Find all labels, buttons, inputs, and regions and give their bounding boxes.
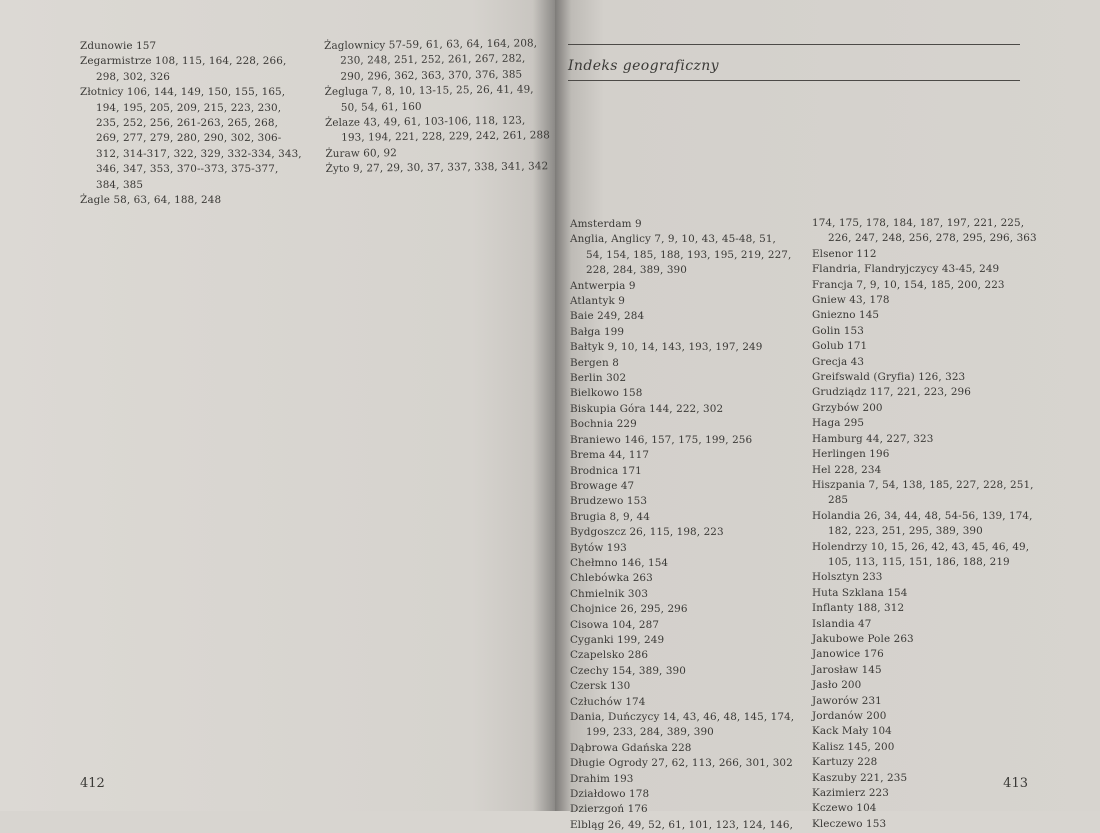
index-entry: Kartuzy 228 [812, 756, 878, 769]
index-entry: Golub 171 [812, 340, 868, 353]
index-entry: Czersk 130 [570, 680, 631, 693]
index-entry: Holendrzy 10, 15, 26, 42, 43, 45, 46, 49, 105, 113, 115, 151, 186, 188, 219 [812, 540, 1030, 568]
index-entry: Holsztyn 233 [812, 571, 883, 584]
index-entry: Bergen 8 [570, 356, 619, 369]
index-entry: Kazimierz 223 [812, 787, 889, 800]
index-entry: Złotnicy 106, 144, 149, 150, 155, 165, 194, 195, 205, 209, 215, 223, 230, 235, 252, 256, 261-263, 265, 268, 269, 277, 279, 280, 290, 302, 306-312, 314-317, 322, 329, 332-334, 343, 346, 347, 353, 370--373, 375-377, 384, 385 [80, 86, 302, 191]
index-entry: Kleczewo 153 [812, 817, 887, 830]
section-title: Indeks geograficzny [568, 58, 719, 74]
index-entry: Zdunowie 157 [80, 40, 157, 52]
index-entry: Berlin 302 [570, 372, 627, 385]
index-entry: Żyto 9, 27, 29, 30, 37, 337, 338, 341, 342 [325, 160, 549, 176]
left-page [0, 0, 555, 811]
title-rule-top [568, 44, 1020, 45]
index-entry: Żegluga 7, 8, 10, 13-15, 25, 26, 41, 49, 50, 54, 61, 160 [324, 83, 534, 114]
index-entry: Herlingen 196 [812, 448, 890, 461]
index-entry: Grzybów 200 [812, 401, 883, 414]
index-entry: Bałtyk 9, 10, 14, 143, 193, 197, 249 [570, 341, 763, 354]
index-entry: Francja 7, 9, 10, 154, 185, 200, 223 [812, 278, 1005, 291]
index-entry: Atlantyk 9 [570, 295, 625, 308]
index-entry: Żaglownicy 57-59, 61, 63, 64, 164, 208, 230, 248, 251, 252, 261, 267, 282, 290, 296, 362, 363, 370, 376, 385 [324, 37, 538, 83]
index-entry: Drahim 193 [570, 772, 634, 785]
index-entry: Biskupia Góra 144, 222, 302 [570, 402, 724, 415]
index-entry: Anglia, Anglicy 7, 9, 10, 43, 45-48, 51, 54, 154, 185, 188, 193, 195, 219, 227, 228, 284, 389, 390 [570, 233, 792, 277]
index-entry: Brudzewo 153 [570, 495, 648, 508]
index-entry: Holandia 26, 34, 44, 48, 54-56, 139, 174, 182, 223, 251, 295, 389, 390 [812, 509, 1033, 538]
index-column-right-1 [570, 217, 795, 833]
index-entry: Grecja 43 [812, 355, 865, 368]
index-entry: Jaworów 231 [812, 694, 882, 707]
index-entry: Baie 249, 284 [570, 310, 645, 323]
index-entry: Kaszuby 221, 235 [812, 771, 908, 784]
index-entry: Brugia 8, 9, 44 [570, 510, 650, 523]
index-entry: Inflanty 188, 312 [812, 602, 905, 615]
title-rule-bottom [568, 80, 1020, 81]
page-number-right: 413 [1003, 776, 1028, 791]
index-entry: Dąbrowa Gdańska 228 [570, 741, 692, 754]
index-entry: Braniewo 146, 157, 175, 199, 256 [570, 433, 753, 446]
index-entry: Janowice 176 [812, 648, 884, 661]
index-entry: Antwerpia 9 [570, 279, 636, 292]
index-entry: Hiszpania 7, 54, 138, 185, 227, 228, 251, 285 [812, 478, 1034, 507]
index-entry: Człuchów 174 [570, 695, 646, 708]
index-entry: Jordanów 200 [812, 710, 887, 722]
index-entry: Chmielnik 303 [570, 587, 649, 600]
index-entry: Hel 228, 234 [812, 463, 882, 476]
index-entry: Działdowo 178 [570, 788, 650, 801]
index-entry: Browage 47 [570, 479, 635, 492]
index-entry: Huta Szklana 154 [812, 586, 908, 599]
index-entry: Islandia 47 [812, 617, 872, 630]
index-entry: Grudziądz 117, 221, 223, 296 [812, 386, 971, 399]
index-column-right-2 [812, 216, 1037, 832]
index-entry: Jakubowe Pole 263 [812, 632, 914, 645]
index-column-left-1 [80, 39, 302, 208]
index-entry: Golin 153 [812, 324, 864, 337]
index-entry: Elbląg 26, 49, 52, 61, 101, 123, 124, 146, [570, 818, 793, 831]
index-entry: Cisowa 104, 287 [570, 618, 660, 631]
index-entry: Czapelsko 286 [570, 649, 649, 662]
index-entry: Długie Ogrody 27, 62, 113, 266, 301, 302 [570, 757, 793, 770]
index-entry: Kczewo 104 [812, 802, 877, 815]
index-entry: Chojnice 26, 295, 296 [570, 603, 688, 616]
index-entry: Jasło 200 [812, 679, 862, 692]
index-entry: Chlebówka 263 [570, 572, 653, 585]
right-page [555, 0, 1100, 831]
index-entry: Cyganki 199, 249 [570, 633, 665, 646]
index-entry: Bydgoszcz 26, 115, 198, 223 [570, 526, 724, 539]
index-entry: Żagle 58, 63, 64, 188, 248 [80, 194, 222, 207]
index-entry: Dania, Duńczycy 14, 43, 46, 48, 145, 174, 199, 233, 284, 389, 390 [570, 711, 795, 739]
index-entry: Gniew 43, 178 [812, 294, 890, 307]
index-entry: Flandria, Flandryjczycy 43-45, 249 [812, 263, 1000, 276]
page-number-left: 412 [80, 776, 105, 791]
index-entry: Brodnica 171 [570, 464, 642, 477]
index-entry: Amsterdam 9 [570, 218, 642, 230]
index-entry: Czechy 154, 389, 390 [570, 664, 686, 677]
index-entry: Bochnia 229 [570, 418, 637, 431]
index-entry: Jarosław 145 [812, 663, 882, 676]
index-entry: Kack Mały 104 [812, 725, 892, 738]
index-entry: Greifswald (Gryfia) 126, 323 [812, 371, 966, 384]
index-entry: Bytów 193 [570, 541, 627, 554]
index-entry: Hamburg 44, 227, 323 [812, 432, 934, 445]
index-entry: Gniezno 145 [812, 309, 880, 322]
index-entry: Żuraw 60, 92 [325, 146, 398, 160]
index-entry: Żelaze 43, 49, 61, 103-106, 118, 123, 193, 194, 221, 228, 229, 242, 261, 288 [324, 114, 550, 145]
index-entry: Brema 44, 117 [570, 449, 650, 462]
index-entry: Chełmno 146, 154 [570, 556, 669, 569]
index-entry: Elsenor 112 [812, 247, 877, 260]
index-entry: Bielkowo 158 [570, 387, 643, 400]
index-entry: Bałga 199 [570, 325, 625, 338]
index-column-left-2 [324, 36, 552, 177]
index-entry: Kalisz 145, 200 [812, 740, 895, 753]
index-entry: 174, 175, 178, 184, 187, 197, 221, 225, 226, 247, 248, 256, 278, 295, 296, 363 [812, 217, 1037, 245]
index-entry: Haga 295 [812, 417, 865, 430]
index-entry: Zegarmistrze 108, 115, 164, 228, 266, 298, 302, 326 [80, 55, 287, 83]
index-entry: Dzierzgoń 176 [570, 803, 648, 816]
